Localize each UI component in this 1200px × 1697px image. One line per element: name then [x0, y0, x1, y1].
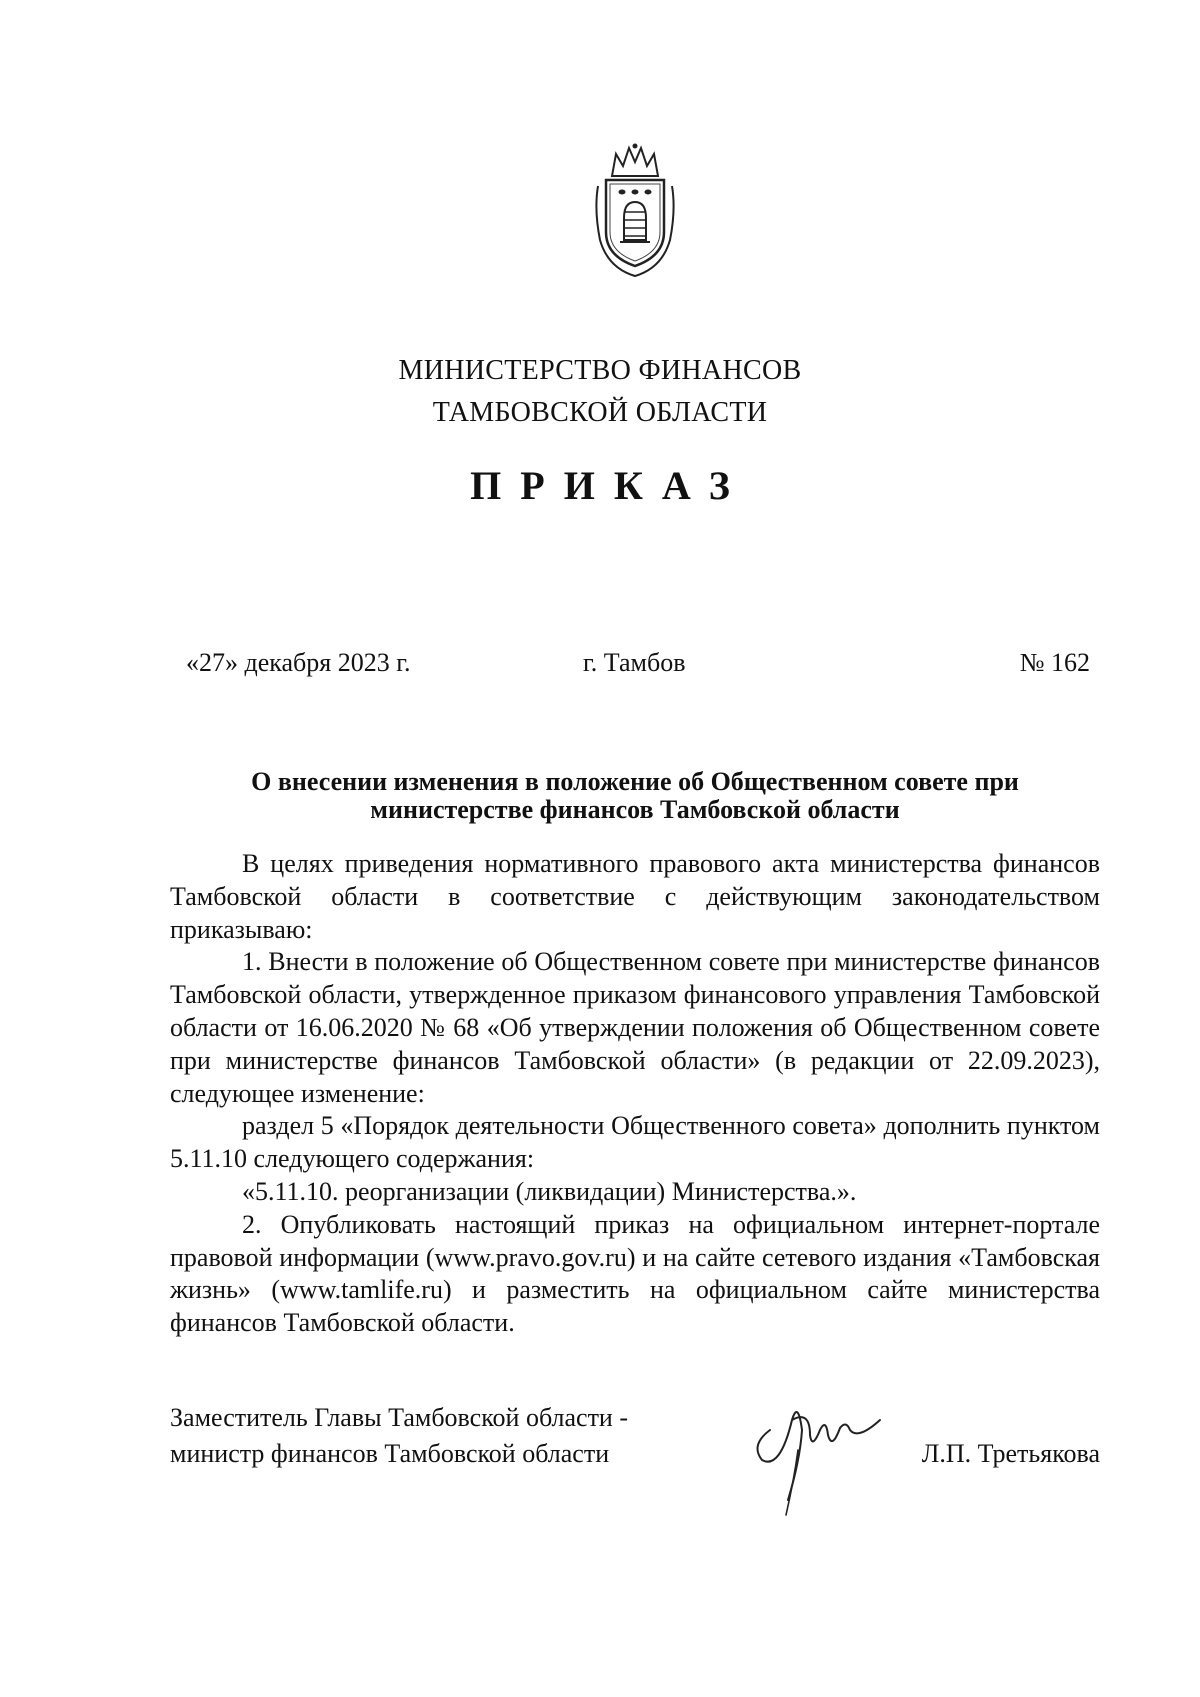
ministry-name	[0, 350, 1200, 434]
signatory-name: Л.П. Третьякова	[921, 1439, 1100, 1468]
signatory-position	[170, 1400, 628, 1472]
document-number: № 162	[1019, 648, 1090, 677]
title-line-2: министерстве финансов Тамбовской области	[370, 795, 900, 824]
position-line-2: министр финансов Тамбовской области	[170, 1439, 610, 1468]
body-paragraph: В целях приведения нормативного правового акта министерства финансов Тамбовской области в соответствие с действующим законодательством приказываю:	[170, 849, 1100, 944]
body-paragraph: раздел 5 «Порядок деятельности Общественного совета» дополнить пунктом 5.11.10 следующего содержания:	[170, 1111, 1100, 1174]
coat-of-arms-icon	[590, 140, 680, 280]
document-body	[170, 848, 1100, 1340]
document-city: г. Тамбов	[583, 648, 686, 677]
ministry-line-2: ТАМБОВСКОЙ ОБЛАСТИ	[432, 397, 768, 428]
position-line-1: Заместитель Главы Тамбовской области -	[170, 1403, 629, 1432]
body-paragraph: 2. Опубликовать настоящий приказ на официальном интернет-портале правовой информации (www.pravo.gov.ru) и на сайте сетевого издания «Тамбовская жизнь» (www.tamlife.ru) и разместить на официальном сайте министерства финансов Тамбовской области.	[170, 1209, 1100, 1338]
body-paragraph: «5.11.10. реорганизации (ликвидации) Министерства.».	[242, 1176, 857, 1206]
document-type: ПРИКАЗ	[470, 463, 749, 508]
document-title	[170, 768, 1100, 824]
handwritten-signature-icon	[740, 1390, 890, 1520]
title-line-1: О внесении изменения в положение об Общественном совете при	[251, 767, 1019, 796]
ministry-line-1: МИНИСТЕРСТВО ФИНАНСОВ	[398, 355, 802, 386]
body-paragraph: 1. Внести в положение об Общественном совете при министерстве финансов Тамбовской области, утвержденное приказом финансового управления Тамбовской области от 16.06.2020 № 68 «Об утверждении положения об Общественном совете при министерстве финансов Тамбовской области» (в редакции от 22.09.2023), следующее изменение:	[170, 947, 1100, 1108]
document-date: «27» декабря 2023 г.	[186, 648, 411, 677]
